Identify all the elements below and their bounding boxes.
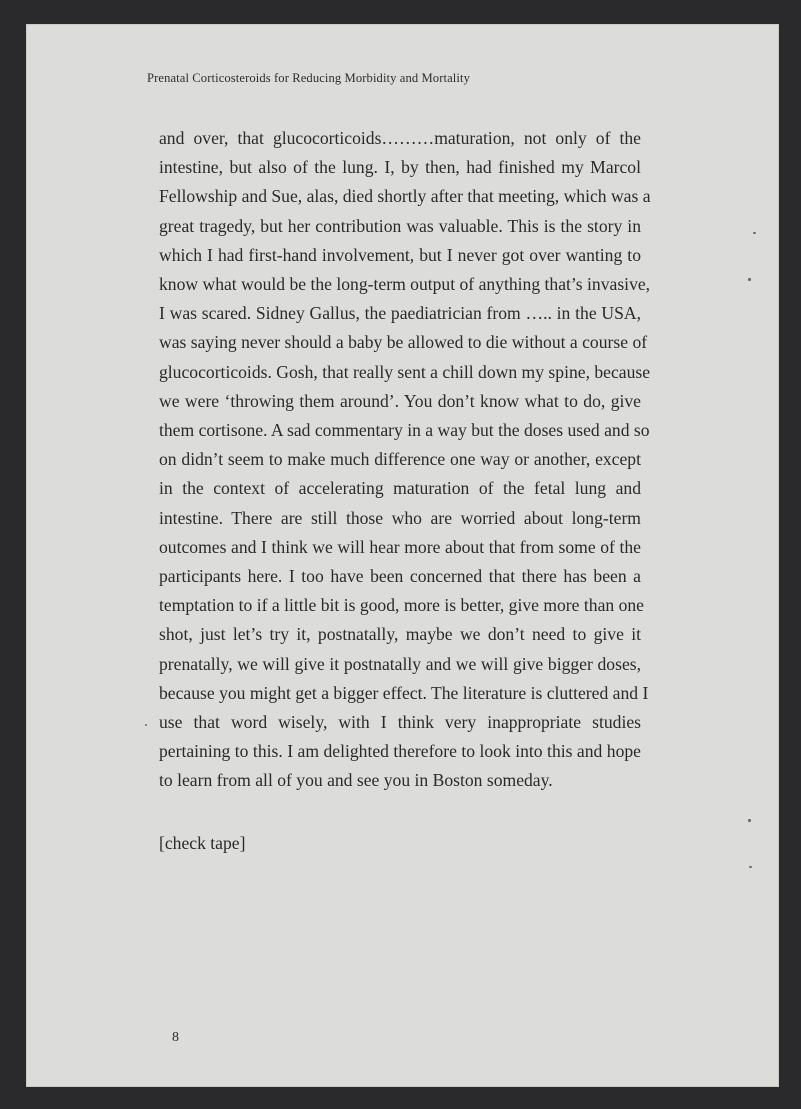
text-line: was saying never should a baby be allowed to die without a course of xyxy=(159,332,648,353)
text-line: we were ‘throwing them around’. You don’t know what to do, give xyxy=(159,390,641,411)
text-line: use that word wisely, with I think very inappropriate studies xyxy=(159,712,641,733)
text-line: and over, that glucocorticoids………maturation, not only of the xyxy=(159,128,641,148)
text-line: Fellowship and Sue, alas, died shortly after that meeting, which was a xyxy=(159,186,651,207)
text-line: because you might get a bigger effect. The literature is cluttered and I xyxy=(159,682,649,703)
running-header: Prenatal Corticosteroids for Reducing Morbidity and Mortality xyxy=(147,71,470,85)
text-line: outcomes and I think we will hear more about that from some of the xyxy=(159,536,641,557)
scan-speck xyxy=(753,232,756,234)
text-line: on didn’t seem to make much difference one way or another, except xyxy=(159,449,641,470)
document-page xyxy=(26,24,779,1087)
body-paragraph xyxy=(159,124,651,796)
text-line: I was scared. Sidney Gallus, the paediatrician from ….. in the USA, xyxy=(159,303,641,324)
text-line: which I had first-hand involvement, but I never got over wanting to xyxy=(159,244,641,265)
text-line: glucocorticoids. Gosh, that really sent a chill down my spine, because xyxy=(159,361,651,382)
text-line: temptation to if a little bit is good, more is better, give more than one xyxy=(159,595,644,616)
text-line: to learn from all of you and see you in Boston someday. xyxy=(159,770,553,791)
text-line: in the context of accelerating maturation of the fetal lung and xyxy=(159,478,641,499)
text-line: them cortisone. A sad commentary in a way but the doses used and so xyxy=(159,420,650,441)
scan-speck xyxy=(748,819,751,822)
page-number: 8 xyxy=(172,1030,179,1045)
text-line: participants here. I too have been concerned that there has been a xyxy=(159,566,641,587)
text-line: know what would be the long-term output of anything that’s invasive, xyxy=(159,274,651,295)
scan-speck xyxy=(749,866,752,868)
text-line: intestine. There are still those who are worried about long-term xyxy=(159,507,641,528)
text-line: shot, just let’s try it, postnatally, maybe we don’t need to give it xyxy=(159,624,641,645)
text-line: intestine, but also of the lung. I, by then, had finished my Marcol xyxy=(159,157,641,178)
scan-speck xyxy=(748,278,751,281)
scan-speck xyxy=(145,724,147,726)
editorial-note: [check tape] xyxy=(159,833,246,853)
text-line: great tragedy, but her contribution was valuable. This is the story in xyxy=(159,215,641,236)
text-line: pertaining to this. I am delighted therefore to look into this and hope xyxy=(159,741,641,762)
text-line: prenatally, we will give it postnatally and we will give bigger doses, xyxy=(159,653,641,674)
